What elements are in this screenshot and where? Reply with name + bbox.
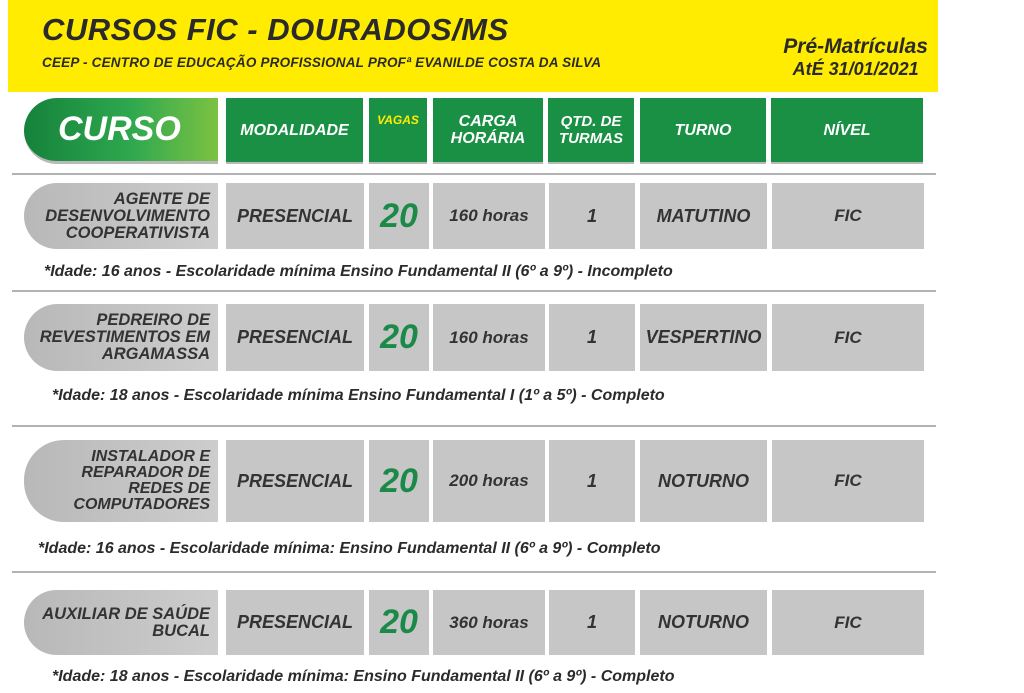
course-vagas: 20 — [369, 590, 429, 655]
course-name: INSTALADOR E REPARADOR DE REDES DE COMPUTADORES — [24, 440, 218, 522]
course-carga-horaria: 200 horas — [433, 440, 545, 522]
course-modalidade: PRESENCIAL — [226, 304, 364, 371]
course-qtd-turmas: 1 — [549, 304, 635, 371]
row-divider — [12, 425, 936, 427]
column-header-modalidade: MODALIDADE — [226, 98, 363, 164]
course-vagas: 20 — [369, 183, 429, 249]
course-modalidade: PRESENCIAL — [226, 590, 364, 655]
header-banner — [8, 0, 938, 92]
column-header-curso: CURSO — [24, 98, 218, 164]
course-name: AGENTE DE DESENVOLVIMENTO COOPERATIVISTA — [24, 183, 218, 249]
column-header-qtd-turmas: QTD. DE TURMAS — [548, 98, 634, 164]
course-turno: NOTURNO — [640, 590, 767, 655]
course-vagas: 20 — [369, 440, 429, 522]
page-title: CURSOS FIC - DOURADOS/MS — [42, 12, 509, 47]
course-turno: MATUTINO — [640, 183, 767, 249]
course-qtd-turmas: 1 — [549, 440, 635, 522]
pre-matriculas-notice — [783, 36, 928, 80]
course-name: PEDREIRO DE REVESTIMENTOS EM ARGAMASSA — [24, 304, 218, 371]
course-requirements: *Idade: 16 anos - Escolaridade mínima: Ensino Fundamental II (6º a 9º) - Completo — [38, 540, 661, 557]
course-qtd-turmas: 1 — [549, 183, 635, 249]
course-modalidade: PRESENCIAL — [226, 183, 364, 249]
row-divider — [12, 290, 936, 292]
course-qtd-turmas: 1 — [549, 590, 635, 655]
course-requirements: *Idade: 16 anos - Escolaridade mínima Ensino Fundamental II (6º a 9º) - Incompleto — [44, 263, 673, 280]
course-turno: VESPERTINO — [640, 304, 767, 371]
institution-subtitle: CEEP - CENTRO DE EDUCAÇÃO PROFISSIONAL PROFª EVANILDE COSTA DA SILVA — [42, 55, 602, 70]
course-nivel: FIC — [772, 440, 924, 522]
course-nivel: FIC — [772, 183, 924, 249]
course-name: AUXILIAR DE SAÚDE BUCAL — [24, 590, 218, 655]
column-header-carga-horaria: CARGA HORÁRIA — [433, 98, 543, 164]
course-requirements: *Idade: 18 anos - Escolaridade mínima: Ensino Fundamental II (6º a 9º) - Completo — [52, 668, 675, 685]
pre-matriculas-deadline: AtÉ 31/01/2021 — [792, 59, 919, 79]
course-nivel: FIC — [772, 590, 924, 655]
row-divider — [12, 173, 936, 175]
column-header-vagas: VAGAS — [369, 98, 427, 164]
course-turno: NOTURNO — [640, 440, 767, 522]
pre-matriculas-label: Pré-Matrículas — [783, 35, 928, 58]
column-header-nivel: NÍVEL — [771, 98, 923, 164]
course-carga-horaria: 160 horas — [433, 304, 545, 371]
course-modalidade: PRESENCIAL — [226, 440, 364, 522]
column-header-turno: TURNO — [640, 98, 766, 164]
row-divider — [12, 571, 936, 573]
course-vagas: 20 — [369, 304, 429, 371]
course-carga-horaria: 160 horas — [433, 183, 545, 249]
course-requirements: *Idade: 18 anos - Escolaridade mínima Ensino Fundamental I (1º a 5º) - Completo — [52, 387, 665, 404]
course-carga-horaria: 360 horas — [433, 590, 545, 655]
course-nivel: FIC — [772, 304, 924, 371]
